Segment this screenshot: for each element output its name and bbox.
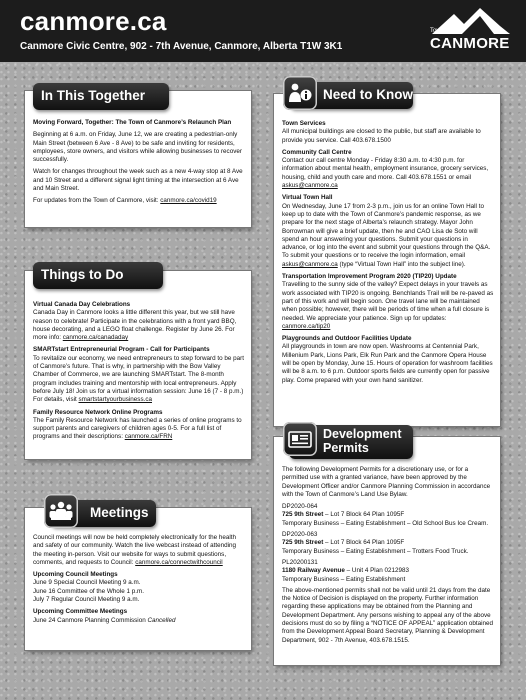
- town-services-heading: Town Services: [282, 120, 326, 127]
- call-centre-heading: Community Call Centre: [282, 148, 352, 156]
- permit-lot: – Unit 4 Plan 0212983: [344, 567, 409, 575]
- meetings-text: Council meetings will now be held completely electronically for the health and safety of our community. Watch the live webcast instead of attending the meeting in-person. Visit our website for ways to submit questions, comments, and requests to Council: canmore.ca/connectwithcouncil: [33, 534, 237, 566]
- need-to-know-tab: [289, 82, 413, 109]
- meetings-panel: [25, 508, 251, 650]
- playgrounds-text: All playgrounds in town are now open. Washrooms at Centennial Park, Millenium Park, Lions Park, Elk Run Park and the Canmore Opera House will be open by Monday, June 15. Hours of operation for washroom facilities will be 8 a.m. to 6 p.m. Outdoor sports fields are currently open for passive play. Come prepared with your own hand sanitizer.: [282, 343, 493, 384]
- town-hall-heading: Virtual Town Hall: [282, 194, 333, 202]
- permit-entry: [282, 503, 494, 528]
- permit-address: 725 9th Street: [282, 539, 324, 547]
- askus-email-link[interactable]: askus@canmore.ca: [282, 182, 338, 190]
- logo-small-text: Town of: [430, 28, 451, 34]
- permit-description: Temporary Business – Eating Establishment – Old School Bus Ice Cream.: [282, 519, 489, 527]
- development-title-1: Development: [323, 427, 402, 441]
- permit-address-line: [282, 567, 494, 575]
- permit-lot: – Lot 7 Block 64 Plan 1095F: [323, 511, 405, 519]
- call-centre-text: Contact our call centre Monday - Friday 8:30 a.m. to 4:30 p.m. for information about mental health, employment insurance, grocery services, housing, child and youth care and more. Call 403.678.1551 or email askus@canmore.ca: [282, 157, 489, 190]
- info-person-icon: [287, 82, 313, 104]
- canada-day-text: Canada Day in Canmore looks a little different this year, but we still have reason to celebrate! Participate in the celebrations with a front yard BBQ, house decorating, and a LEGO float challenge. Register by June 26. For more info: canmore.ca/canadaday: [33, 309, 237, 342]
- council-meetings-heading: Upcoming Council Meetings: [33, 571, 118, 579]
- permit-address: 1180 Railway Avenue: [282, 567, 345, 575]
- permit-list: [282, 503, 494, 584]
- logo-big-text: CANMORE: [430, 35, 510, 52]
- page-header: [0, 0, 526, 62]
- town-services-text: All municipal buildings are closed to the public, but staff are available to provide you service. Call 403.678.1500: [282, 128, 481, 144]
- need-to-know-panel: [274, 94, 500, 426]
- canada-day-link[interactable]: canmore.ca/canadaday: [62, 334, 129, 342]
- meeting-icon: [44, 494, 78, 528]
- committee-meeting-1: June 24 Canmore Planning Commission Cancelled: [33, 616, 176, 624]
- frn-link[interactable]: canmore.ca/FRN: [124, 433, 173, 441]
- address: Canmore Civic Centre, 902 - 7th Avenue, Canmore, Alberta T1W 3K1: [20, 41, 343, 52]
- development-permits-tab: [289, 425, 413, 459]
- in-this-together-tab: [33, 83, 169, 110]
- askus-email-link-2[interactable]: askus@canmore.ca: [282, 260, 338, 268]
- relaunch-subtitle: Moving Forward, Together: The Town of Canmore’s Relaunch Plan: [33, 119, 232, 126]
- permit-id: DP2020-064: [282, 503, 318, 511]
- development-title-2: Permits: [323, 441, 369, 455]
- town-logo: [422, 6, 512, 54]
- permit-lot: – Lot 7 Block 64 Plan 1095F: [323, 539, 405, 547]
- meetings-title: Meetings: [90, 505, 149, 520]
- smartstart-link[interactable]: smartstartyourbusiness.ca: [78, 396, 152, 404]
- cancelled-status: Cancelled: [147, 616, 176, 624]
- council-meeting-2: June 16 Committee of the Whole 1 p.m.: [33, 587, 144, 595]
- tip20-text: Travelling to the sunny side of the valley? Expect delays in your travels as work associated with TIP20 is ongoing. Benchlands Trail will be re-paved as part of this work and will begin soon. One travel lane will be maintained when possible; however, there will be periods of time when a full closure is needed. We appreciate your patience. Sign up for updates: canmore.ca/tip20: [282, 281, 494, 330]
- canada-day-heading: Virtual Canada Day Celebrations: [33, 301, 131, 308]
- info-icon-box: [283, 76, 317, 110]
- permit-address-line: [282, 511, 494, 519]
- together-paragraph-3: For updates from the Town of Canmore, visit: canmore.ca/covid19: [33, 197, 217, 205]
- connect-council-link[interactable]: canmore.ca/connectwithcouncil: [135, 558, 223, 566]
- permit-icon-box: [283, 422, 317, 456]
- in-this-together-title: In This Together: [41, 88, 145, 103]
- permit-address: 725 9th Street: [282, 511, 324, 519]
- permits-intro: The following Development Permits for a discretionary use, or for a permitted use with a granted variance, have been approved by the Development Officer and/or Canmore Planning Commission in accordance with the Town of Canmore’s Land Use Bylaw.: [282, 466, 491, 498]
- things-to-do-panel: [25, 271, 251, 459]
- things-to-do-title: Things to Do: [41, 267, 124, 282]
- smartstart-text: To revitalize our economy, we need entrepreneurs to step forward to be part of Canmore’s future. That is why, in partnership with the Bow Valley Chamber of Commerce, we are launching SMARTstart. The 8-month program includes training and mentorship with local entrepreneurs. Apply before July 18! Join us for a virtual information session: June 16 (7 - 8 p.m.) For details, visit smartstartyourbusiness.ca: [33, 354, 244, 404]
- people-icon: [48, 500, 74, 522]
- things-to-do-tab: [33, 262, 163, 289]
- tip20-link[interactable]: canmore.ca/tip20: [282, 322, 331, 330]
- permit-id: DP2020-063: [282, 531, 318, 539]
- committee-meetings-heading: Upcoming Committee Meetings: [33, 608, 128, 616]
- site-name: canmore.ca: [20, 6, 167, 36]
- covid19-link[interactable]: canmore.ca/covid19: [160, 197, 217, 205]
- smartstart-heading: SMARTstart Entrepreneurial Program - Call for Participants: [33, 346, 210, 354]
- together-paragraph-1: Beginning at 6 a.m. on Friday, June 12, we are creating a pedestrian-only Main Street (between 6 Ave - 8 Ave) to be safe and inviting for residents, employees, store owners, and visitors while allowing businesses to recover successfully.: [33, 131, 242, 164]
- council-meeting-1: June 9 Special Council Meeting 9 a.m.: [33, 579, 141, 587]
- permit-address-line: [282, 539, 494, 547]
- permit-entry: [282, 559, 494, 584]
- council-meeting-3: July 7 Regular Council Meeting 9 a.m.: [33, 596, 140, 604]
- frn-text: The Family Resource Network has launched a series of online programs to support parents and caregivers of children ages 0-5. For a full list of programs and their descriptions: canmore.ca/FRN: [33, 416, 242, 441]
- permit-description: Temporary Business – Eating Establishment: [282, 575, 406, 583]
- frn-heading: Family Resource Network Online Programs: [33, 408, 163, 416]
- development-permits-panel: [274, 437, 500, 665]
- tip20-heading: Transportation Improvement Program 2020 (TIP20) Update: [282, 273, 457, 281]
- permits-outro: The above-mentioned permits shall not be valid until 21 days from the date the Notice of Decision is displayed on the property. Further information regarding these applications may be obtained from the Planning and Development Department. Any persons wishing to appeal any of the above decisions must do so by filing a “NOTICE OF APPEAL” application obtained from the Development Appeal Board Secretary, Planning & Development Department, 902 - 7th Avenue, 403.678.1515.: [282, 586, 494, 644]
- permit-entry: [282, 531, 494, 556]
- in-this-together-panel: [25, 91, 251, 227]
- town-hall-text: On Wednesday, June 17 from 2-3 p.m., join us for an online Town Hall to keep up to date with the Town of Canmore’s pandemic response, as we prepare for the next stage of Alberta’s relaunch strategy. Mayor John Borrowman will give a brief update, then he and CAO Lisa de Soto will spend an hour answering your questions. Submit your questions in advance, or log into the event and submit your questions through the Q&A. To submit your questions or to receive the login information, email askus@canmore.ca (type “Virtual Town Hall” into the subject line).: [282, 202, 491, 268]
- playgrounds-heading: Playgrounds and Outdoor Facilities Update: [282, 335, 412, 343]
- need-to-know-title: Need to Know: [323, 87, 413, 102]
- building-permit-icon: [288, 429, 312, 449]
- together-paragraph-2: Watch for changes throughout the week such as a new 4-way stop at 8 Ave and 10 Street and a different signal light timing at the intersection at 6 Ave and Main Street.: [33, 168, 243, 193]
- meetings-tab: [50, 500, 156, 527]
- permit-id: PL20200131: [282, 558, 318, 566]
- permit-description: Temporary Business – Eating Establishment – Trotters Food Truck.: [282, 547, 469, 555]
